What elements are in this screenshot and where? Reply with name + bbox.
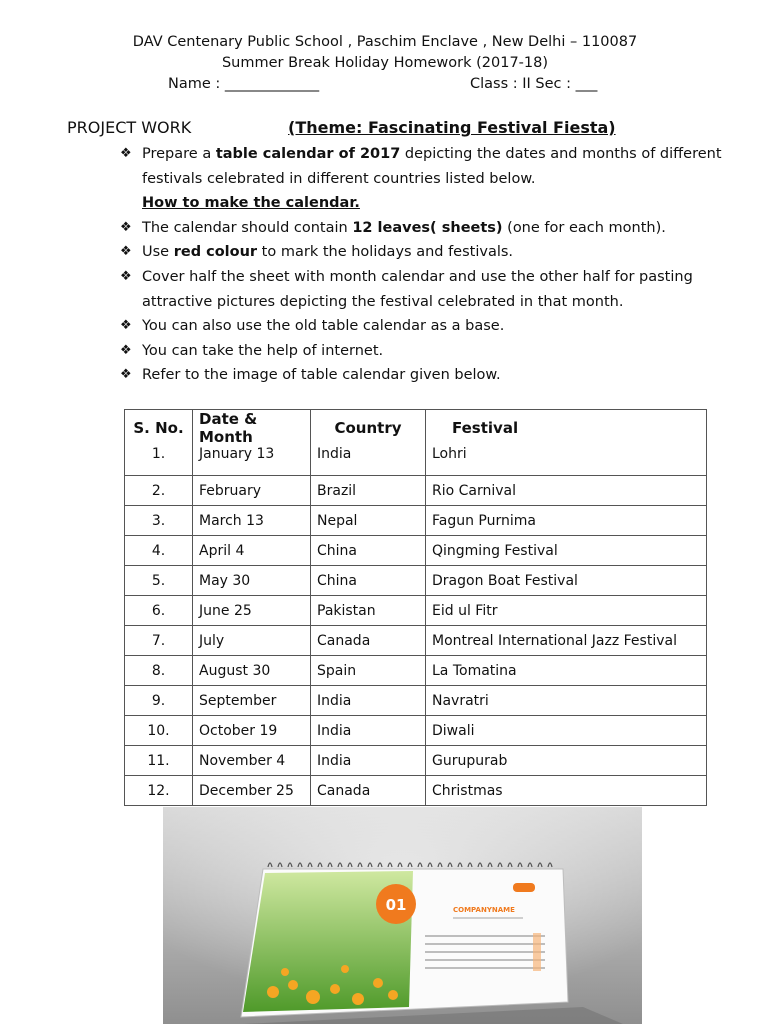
cell-sno: 1.	[125, 446, 193, 476]
cell-sno: 4.	[125, 536, 193, 566]
bullet-text: Prepare a	[142, 146, 216, 162]
cell-date: November 4	[193, 746, 311, 776]
bullet-text: The calendar should contain	[142, 219, 353, 236]
bullet-bold-text: table calendar of 2017	[215, 146, 401, 162]
cell-date: June 25	[193, 596, 311, 626]
howto-heading: How to make the calendar.	[142, 195, 360, 212]
cell-date: April 4	[193, 536, 311, 566]
cell-date: August 30	[193, 656, 311, 686]
list-item	[120, 266, 720, 291]
table-row	[125, 566, 707, 596]
table-row	[125, 776, 707, 806]
cell-sno: 11.	[125, 746, 193, 776]
table-row	[125, 506, 707, 536]
cell-sno: 3.	[125, 506, 193, 536]
diamond-bullet-icon: ❖	[120, 268, 132, 284]
cell-sno: 8.	[125, 656, 193, 686]
table-row	[125, 686, 707, 716]
cell-festival: Christmas	[426, 776, 707, 806]
cell-festival: La Tomatina	[426, 656, 707, 686]
cell-date: July	[193, 626, 311, 656]
class-label: Class : II Sec : ___	[470, 76, 598, 92]
bullet-text: (one for each month).	[502, 219, 666, 236]
list-item	[120, 340, 720, 365]
bullet-text: You can take the help of internet.	[142, 342, 384, 359]
list-item-continuation: festivals celebrated in different countries listed below.	[142, 170, 536, 187]
list-item	[120, 315, 720, 340]
cell-country: India	[311, 746, 426, 776]
diamond-bullet-icon: ❖	[120, 318, 132, 334]
table-row	[125, 656, 707, 686]
diamond-bullet-icon: ❖	[120, 367, 132, 383]
bullet-text: to mark the holidays and festivals.	[257, 244, 514, 261]
cell-festival: Rio Carnival	[426, 476, 707, 506]
bullet-text: depicting the dates and months of different	[400, 146, 722, 162]
col-header-country: Country	[311, 410, 426, 447]
bullet-text: Refer to the image of table calendar given below.	[142, 367, 501, 384]
cell-country: Canada	[311, 776, 426, 806]
cell-festival: Gurupurab	[426, 746, 707, 776]
cell-country: China	[311, 566, 426, 596]
table-row	[125, 716, 707, 746]
name-class-row	[0, 74, 770, 95]
bullet-text: Cover half the sheet with month calendar and use the other half for pasting	[142, 268, 693, 285]
cell-festival: Eid ul Fitr	[426, 596, 707, 626]
cell-sno: 10.	[125, 716, 193, 746]
bullet-bold-text: 12 leaves( sheets)	[352, 219, 503, 236]
cell-sno: 6.	[125, 596, 193, 626]
svg-text:01: 01	[385, 896, 407, 914]
cell-country: India	[311, 446, 426, 476]
diamond-bullet-icon: ❖	[120, 219, 132, 235]
col-header-sno: S. No.	[125, 410, 193, 447]
project-theme: (Theme: Fascinating Festival Fiesta)	[288, 118, 616, 137]
table-row	[125, 476, 707, 506]
cell-sno: 12.	[125, 776, 193, 806]
bullet-text: You can also use the old table calendar as a base.	[142, 318, 505, 335]
cell-country: Nepal	[311, 506, 426, 536]
project-heading: PROJECT WORK	[67, 118, 192, 137]
name-label: Name : _____________	[168, 76, 320, 92]
cell-festival: Lohri	[426, 446, 707, 476]
list-item	[120, 217, 720, 242]
col-header-festival: Festival	[426, 410, 707, 447]
cell-date: December 25	[193, 776, 311, 806]
list-item	[120, 364, 720, 389]
cell-festival: Dragon Boat Festival	[426, 566, 707, 596]
cell-festival: Montreal International Jazz Festival	[426, 626, 707, 656]
festival-table	[124, 409, 707, 806]
cell-date: January 13	[193, 446, 311, 476]
cell-country: Canada	[311, 626, 426, 656]
diamond-bullet-icon: ❖	[120, 342, 132, 358]
cell-country: China	[311, 536, 426, 566]
cell-country: Pakistan	[311, 596, 426, 626]
cell-sno: 7.	[125, 626, 193, 656]
cell-festival: Qingming Festival	[426, 536, 707, 566]
cell-date: October 19	[193, 716, 311, 746]
table-header-row	[125, 410, 707, 447]
table-row	[125, 596, 707, 626]
bullet-bold-text: red colour	[173, 244, 258, 261]
cell-festival: Fagun Purnima	[426, 506, 707, 536]
bullet-text: Use	[142, 244, 174, 261]
cell-date: May 30	[193, 566, 311, 596]
cell-country: India	[311, 686, 426, 716]
col-header-date: Date & Month	[193, 410, 311, 447]
cell-sno: 9.	[125, 686, 193, 716]
table-row	[125, 746, 707, 776]
school-name: DAV Centenary Public School , Paschim Enclave , New Delhi – 110087	[132, 34, 638, 50]
cell-date: February	[193, 476, 311, 506]
diamond-bullet-icon: ❖	[120, 244, 132, 260]
list-item	[120, 143, 720, 168]
cell-country: Spain	[311, 656, 426, 686]
table-row	[125, 626, 707, 656]
svg-text:COMPANYNAME: COMPANYNAME	[453, 906, 515, 914]
diamond-bullet-icon: ❖	[120, 146, 132, 161]
list-item-continuation: attractive pictures depicting the festival celebrated in that month.	[142, 293, 624, 310]
list-item	[120, 241, 720, 266]
cell-date: March 13	[193, 506, 311, 536]
table-row	[125, 446, 707, 476]
instruction-list	[120, 143, 720, 389]
cell-festival: Diwali	[426, 716, 707, 746]
table-calendar-image	[163, 807, 642, 1024]
cell-date: September	[193, 686, 311, 716]
cell-festival: Navratri	[426, 686, 707, 716]
cell-country: Brazil	[311, 476, 426, 506]
cell-sno: 5.	[125, 566, 193, 596]
document-header	[0, 32, 770, 95]
cell-country: India	[311, 716, 426, 746]
homework-title: Summer Break Holiday Homework (2017-18)	[221, 55, 549, 71]
cell-sno: 2.	[125, 476, 193, 506]
table-row	[125, 536, 707, 566]
